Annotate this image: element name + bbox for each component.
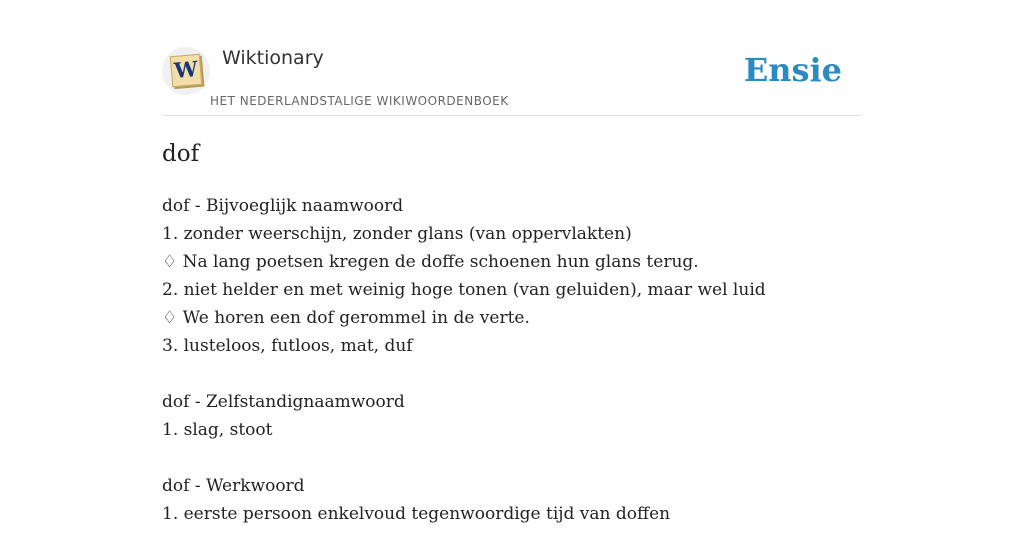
entry-noun	[162, 388, 862, 444]
example-line: ♢ We horen een dof gerommel in de verte.	[162, 308, 530, 328]
logo-letter: W	[173, 56, 199, 83]
site-name[interactable]: Wiktionary	[222, 47, 324, 69]
definition-line: 1. eerste persoon enkelvoud tegenwoordige tijd van doffen	[162, 504, 671, 524]
example-line: ♢ Na lang poetsen kregen de doffe schoenen hun glans terug.	[162, 252, 699, 272]
entry-heading: dof - Werkwoord	[162, 476, 305, 496]
entry-heading: dof - Zelfstandignaamwoord	[162, 392, 405, 412]
entry-heading: dof - Bijvoeglijk naamwoord	[162, 196, 404, 216]
definition-line: 1. zonder weerschijn, zonder glans (van oppervlakten)	[162, 224, 632, 244]
definition-line: 2. niet helder en met weinig hoge tonen (van geluiden), maar wel luid	[162, 280, 766, 300]
logo-tile	[170, 54, 203, 87]
site-header	[162, 0, 862, 116]
definition-line: 1. slag, stoot	[162, 420, 273, 440]
definition-line: 3. lusteloos, futloos, mat, duf	[162, 336, 413, 356]
site-tagline: HET NEDERLANDSTALIGE WIKIWOORDENBOEK	[210, 94, 509, 108]
entry-adjective	[162, 192, 862, 360]
definition-content	[162, 192, 862, 556]
page	[162, 0, 862, 524]
entry-verb	[162, 472, 862, 528]
wiktionary-logo-icon[interactable]	[162, 47, 210, 95]
page-title: dof	[162, 141, 200, 167]
ensie-brand-link[interactable]: Ensie	[743, 51, 842, 89]
